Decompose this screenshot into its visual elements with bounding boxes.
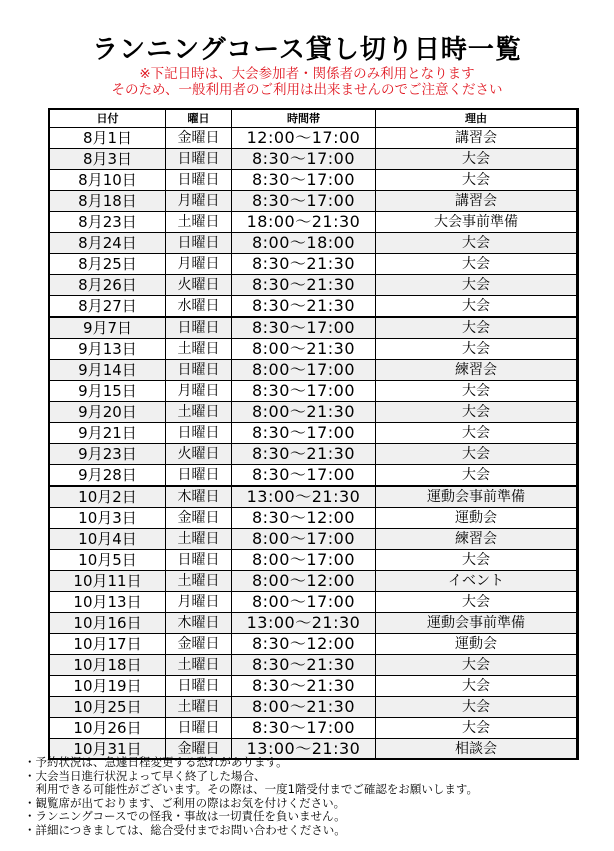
- cell-time: 8:30〜21:30: [232, 676, 376, 697]
- cell-day: 日曜日: [166, 423, 232, 444]
- table-row: [50, 191, 577, 212]
- cell-date: 10月18日: [50, 655, 166, 676]
- cell-time: 8:30〜17:00: [232, 465, 376, 487]
- cell-day: 月曜日: [166, 254, 232, 275]
- cell-time: 8:30〜21:30: [232, 296, 376, 318]
- cell-time: 8:30〜17:00: [232, 170, 376, 191]
- cell-date: 10月2日: [50, 486, 166, 508]
- cell-day: 日曜日: [166, 170, 232, 191]
- cell-reason: 大会: [376, 317, 577, 339]
- cell-reason: 講習会: [376, 128, 577, 149]
- table-row: [50, 444, 577, 465]
- cell-day: 日曜日: [166, 676, 232, 697]
- cell-date: 8月27日: [50, 296, 166, 318]
- cell-date: 9月13日: [50, 339, 166, 360]
- cell-day: 日曜日: [166, 718, 232, 739]
- cell-date: 8月1日: [50, 128, 166, 149]
- table-header-row: [50, 110, 577, 128]
- cell-reason: 大会: [376, 676, 577, 697]
- cell-reason: 大会: [376, 718, 577, 739]
- cell-reason: 大会: [376, 254, 577, 275]
- cell-time: 8:30〜17:00: [232, 317, 376, 339]
- table-row: [50, 149, 577, 170]
- cell-date: 10月31日: [50, 739, 166, 760]
- cell-time: 13:00〜21:30: [232, 486, 376, 508]
- cell-date: 8月3日: [50, 149, 166, 170]
- cell-date: 8月26日: [50, 275, 166, 296]
- cell-day: 土曜日: [166, 339, 232, 360]
- cell-time: 8:30〜21:30: [232, 444, 376, 465]
- cell-reason: イベント: [376, 571, 577, 592]
- cell-date: 8月23日: [50, 212, 166, 233]
- table-row: [50, 571, 577, 592]
- cell-reason: 練習会: [376, 360, 577, 381]
- cell-day: 土曜日: [166, 655, 232, 676]
- cell-time: 8:00〜21:30: [232, 697, 376, 718]
- cell-reason: 運動会: [376, 634, 577, 655]
- column-header-reason: 理由: [376, 110, 577, 128]
- cell-day: 土曜日: [166, 402, 232, 423]
- table-row: [50, 592, 577, 613]
- cell-day: 火曜日: [166, 444, 232, 465]
- notes: [24, 756, 604, 837]
- cell-date: 9月23日: [50, 444, 166, 465]
- cell-day: 日曜日: [166, 149, 232, 170]
- cell-date: 9月28日: [50, 465, 166, 487]
- column-header-day: 曜日: [166, 110, 232, 128]
- cell-reason: 運動会事前準備: [376, 486, 577, 508]
- notice-line-2: そのため、一般利用者のご利用は出来ませんのでご注意ください: [111, 82, 503, 98]
- cell-time: 8:00〜21:30: [232, 339, 376, 360]
- cell-time: 8:00〜12:00: [232, 571, 376, 592]
- cell-reason: 運動会: [376, 508, 577, 529]
- cell-reason: 大会: [376, 423, 577, 444]
- cell-time: 8:30〜17:00: [232, 381, 376, 402]
- cell-date: 10月17日: [50, 634, 166, 655]
- cell-date: 10月25日: [50, 697, 166, 718]
- cell-date: 10月16日: [50, 613, 166, 634]
- cell-day: 木曜日: [166, 486, 232, 508]
- note-line: 利用できる可能性がございます。その際は、一度1階受付までご確認をお願いします。: [24, 782, 478, 796]
- cell-date: 10月4日: [50, 529, 166, 550]
- table-row: [50, 170, 577, 191]
- cell-day: 日曜日: [166, 465, 232, 487]
- cell-reason: 大会: [376, 381, 577, 402]
- cell-reason: 大会: [376, 465, 577, 487]
- cell-time: 18:00〜21:30: [232, 212, 376, 233]
- cell-time: 8:00〜17:00: [232, 529, 376, 550]
- cell-day: 土曜日: [166, 697, 232, 718]
- table-row: [50, 212, 577, 233]
- cell-day: 金曜日: [166, 634, 232, 655]
- table-row: [50, 465, 577, 487]
- cell-time: 13:00〜21:30: [232, 739, 376, 760]
- cell-time: 8:30〜21:30: [232, 655, 376, 676]
- table-row: [50, 550, 577, 571]
- cell-date: 8月10日: [50, 170, 166, 191]
- cell-time: 8:30〜17:00: [232, 149, 376, 170]
- cell-date: 9月21日: [50, 423, 166, 444]
- table-row: [50, 360, 577, 381]
- cell-time: 8:30〜17:00: [232, 423, 376, 444]
- cell-day: 土曜日: [166, 529, 232, 550]
- cell-day: 月曜日: [166, 381, 232, 402]
- cell-time: 8:30〜21:30: [232, 275, 376, 296]
- cell-day: 月曜日: [166, 191, 232, 212]
- note-line: ・予約状況は、急遽日程変更する恐れがあります。: [24, 755, 288, 769]
- table-row: [50, 254, 577, 275]
- cell-date: 8月24日: [50, 233, 166, 254]
- cell-day: 木曜日: [166, 613, 232, 634]
- cell-date: 9月15日: [50, 381, 166, 402]
- cell-day: 日曜日: [166, 360, 232, 381]
- table-row: [50, 423, 577, 444]
- cell-reason: 大会: [376, 402, 577, 423]
- cell-date: 9月20日: [50, 402, 166, 423]
- table-row: [50, 275, 577, 296]
- table-row: [50, 676, 577, 697]
- table-row: [50, 486, 577, 508]
- cell-reason: 大会: [376, 296, 577, 318]
- cell-time: 8:30〜12:00: [232, 508, 376, 529]
- cell-time: 13:00〜21:30: [232, 613, 376, 634]
- table-row: [50, 529, 577, 550]
- cell-day: 日曜日: [166, 317, 232, 339]
- cell-day: 火曜日: [166, 275, 232, 296]
- cell-day: 金曜日: [166, 739, 232, 760]
- cell-reason: 大会: [376, 233, 577, 254]
- table-row: [50, 402, 577, 423]
- cell-time: 8:30〜17:00: [232, 191, 376, 212]
- table-row: [50, 655, 577, 676]
- cell-day: 日曜日: [166, 550, 232, 571]
- cell-reason: 大会: [376, 444, 577, 465]
- cell-reason: 運動会事前準備: [376, 613, 577, 634]
- table-row: [50, 613, 577, 634]
- column-header-date: 日付: [50, 110, 166, 128]
- cell-time: 8:30〜17:00: [232, 718, 376, 739]
- table-row: [50, 634, 577, 655]
- cell-date: 10月13日: [50, 592, 166, 613]
- cell-date: 10月26日: [50, 718, 166, 739]
- table-row: [50, 381, 577, 402]
- note-line: ・大会当日進行状況よって早く終了した場合、: [24, 768, 266, 783]
- table-row: [50, 697, 577, 718]
- table-row: [50, 508, 577, 529]
- cell-reason: 大会: [376, 655, 577, 676]
- cell-date: 10月3日: [50, 508, 166, 529]
- cell-day: 土曜日: [166, 212, 232, 233]
- cell-reason: 大会: [376, 339, 577, 360]
- cell-time: 8:00〜17:00: [232, 592, 376, 613]
- note-line: ・観覧席が出ております、ご利用の際はお気を付けください。: [24, 795, 346, 810]
- cell-time: 8:00〜17:00: [232, 550, 376, 571]
- cell-day: 金曜日: [166, 128, 232, 149]
- cell-reason: 講習会: [376, 191, 577, 212]
- notice-line-1: ※下記日時は、大会参加者・関係者のみ利用となります: [139, 66, 475, 82]
- table-row: [50, 339, 577, 360]
- cell-day: 金曜日: [166, 508, 232, 529]
- schedule-table: [49, 109, 577, 760]
- cell-reason: 大会: [376, 697, 577, 718]
- cell-reason: 大会: [376, 149, 577, 170]
- cell-day: 日曜日: [166, 233, 232, 254]
- cell-date: 10月5日: [50, 550, 166, 571]
- cell-time: 8:00〜18:00: [232, 233, 376, 254]
- table-row: [50, 317, 577, 339]
- cell-time: 12:00〜17:00: [232, 128, 376, 149]
- cell-time: 8:30〜12:00: [232, 634, 376, 655]
- page-title: ランニングコース貸し切り日時一覧: [92, 35, 522, 65]
- cell-day: 水曜日: [166, 296, 232, 318]
- cell-date: 9月7日: [50, 317, 166, 339]
- cell-reason: 大会: [376, 170, 577, 191]
- cell-day: 月曜日: [166, 592, 232, 613]
- cell-time: 8:00〜21:30: [232, 402, 376, 423]
- cell-date: 10月11日: [50, 571, 166, 592]
- cell-date: 8月18日: [50, 191, 166, 212]
- note-line: ・ランニングコースでの怪我・事故は一切責任を負いません。: [24, 809, 346, 823]
- cell-time: 8:30〜21:30: [232, 254, 376, 275]
- cell-reason: 大会: [376, 592, 577, 613]
- table-row: [50, 296, 577, 318]
- cell-reason: 大会事前準備: [376, 212, 577, 233]
- table-row: [50, 233, 577, 254]
- cell-date: 9月14日: [50, 360, 166, 381]
- table-row: [50, 128, 577, 149]
- cell-time: 8:00〜17:00: [232, 360, 376, 381]
- cell-reason: 練習会: [376, 529, 577, 550]
- cell-reason: 大会: [376, 550, 577, 571]
- cell-date: 8月25日: [50, 254, 166, 275]
- cell-reason: 相談会: [376, 739, 577, 760]
- cell-date: 10月19日: [50, 676, 166, 697]
- cell-reason: 大会: [376, 275, 577, 296]
- note-line: ・詳細につきましては、総合受付までお問い合わせください。: [24, 822, 346, 837]
- column-header-time: 時間帯: [232, 110, 376, 128]
- table-row: [50, 718, 577, 739]
- cell-day: 土曜日: [166, 571, 232, 592]
